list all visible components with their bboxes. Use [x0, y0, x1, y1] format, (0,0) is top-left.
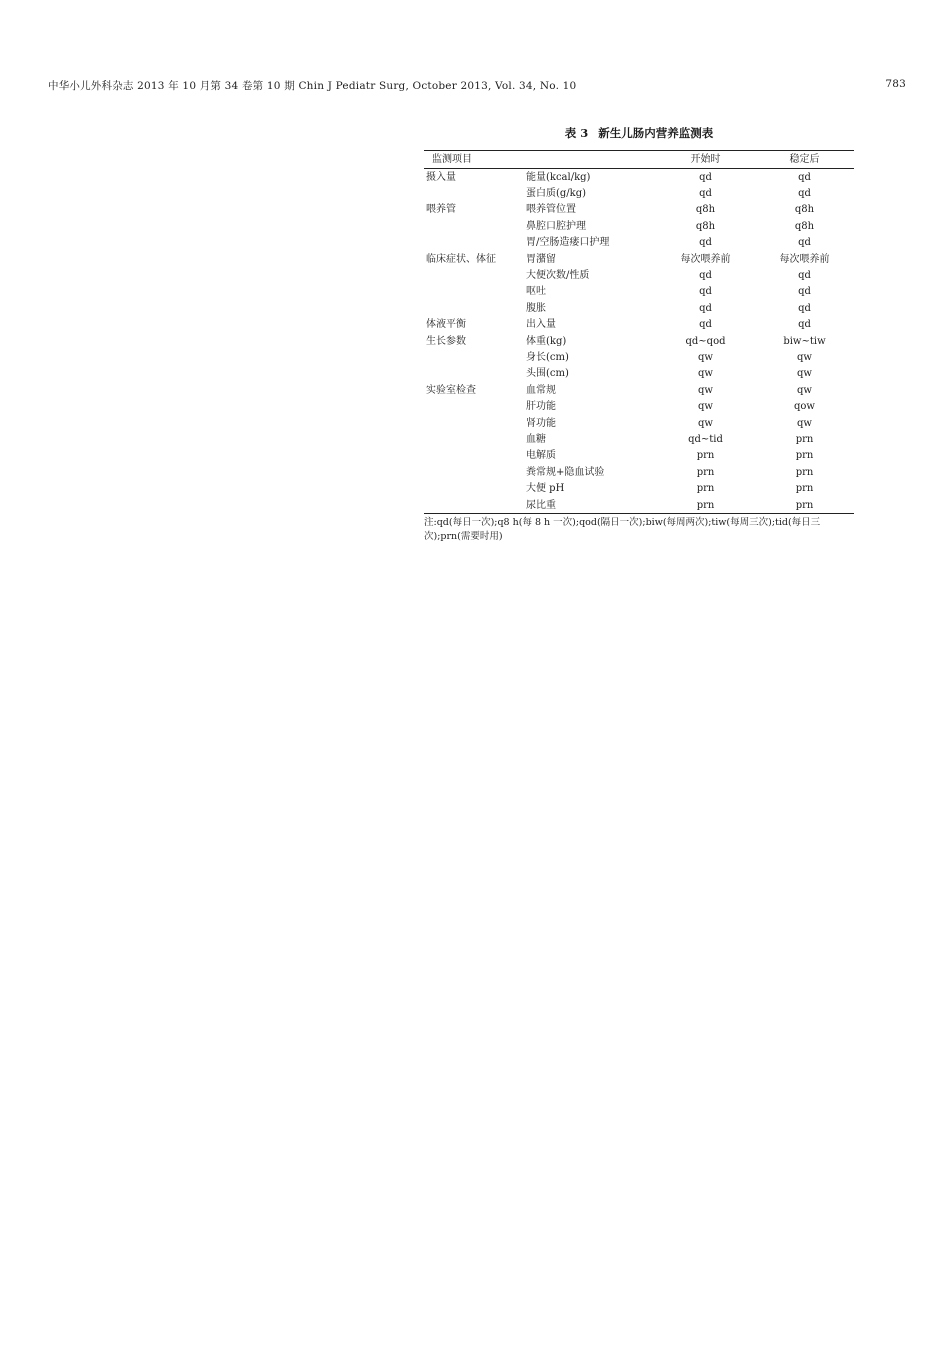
table-cell: 鼻腔口腔护理: [526, 220, 586, 232]
table-cell: qd: [798, 188, 811, 200]
table-cell: [424, 186, 524, 202]
table-cell: 生长参数: [426, 335, 466, 347]
table-cell: qw: [797, 384, 812, 396]
table-row: [424, 497, 854, 514]
right-column: [424, 118, 854, 552]
table-cell: 每次喂养前: [779, 253, 830, 265]
table-cell: [424, 415, 524, 431]
table-cell: qd: [798, 270, 811, 282]
table-cell: 身长(cm): [526, 352, 569, 363]
table-cell: qw: [698, 352, 713, 363]
table-cell: 体重(kg): [526, 335, 567, 347]
table-row: [424, 251, 854, 267]
table-cell: qd: [798, 237, 811, 249]
table-cell: prn: [696, 466, 715, 478]
table-cell: qw: [797, 417, 812, 429]
page-number: 783: [885, 78, 906, 90]
table-cell: 胃/空肠造瘘口护理: [526, 237, 610, 249]
table-row: [424, 333, 854, 349]
table-cell: qd: [699, 188, 712, 200]
table-cell: 能量(kcal/kg): [526, 171, 591, 183]
table-3-col-start: 开始时: [656, 150, 755, 169]
table-cell: prn: [795, 499, 814, 511]
table-3-col-item: 监测项目: [424, 150, 656, 169]
table-cell: qd: [699, 286, 712, 298]
table-cell: qw: [698, 417, 713, 429]
table-row: [424, 448, 854, 464]
table-cell: 体液平衡: [426, 319, 466, 331]
table-cell: qd: [699, 171, 712, 183]
table-cell: biw~tiw: [783, 335, 826, 347]
table-row: [424, 317, 854, 333]
table-cell: [424, 350, 524, 366]
table-3-title: 表 3 新生儿肠内营养监测表: [564, 126, 714, 140]
table-cell: prn: [795, 450, 814, 462]
table-cell: 头围(cm): [526, 368, 569, 380]
table-cell: qw: [698, 401, 713, 413]
table-cell: 大便 pH: [526, 483, 565, 495]
table-cell: [424, 218, 524, 234]
table-cell: 实验室检查: [426, 384, 476, 396]
table-row: [424, 186, 854, 202]
table-row: [424, 218, 854, 234]
table-cell: [424, 268, 524, 284]
table-cell: qd: [699, 319, 712, 331]
table-cell: q8h: [794, 220, 815, 232]
table-cell: qd: [798, 171, 811, 183]
table-cell: 每次喂养前: [680, 253, 731, 265]
table-cell: qw: [698, 368, 713, 380]
table-cell: [424, 284, 524, 300]
table-cell: 摄入量: [426, 171, 456, 183]
table-cell: qd~qod: [685, 335, 726, 347]
table-row: [424, 432, 854, 448]
table-cell: prn: [696, 499, 715, 511]
table-cell: qd: [798, 286, 811, 298]
table-row: [424, 464, 854, 480]
table-3-col-stable: 稳定后: [755, 150, 854, 169]
table-cell: qw: [797, 368, 812, 380]
left-column: [52, 118, 482, 132]
table-cell: [424, 432, 524, 448]
table-cell: qd: [798, 302, 811, 314]
table-cell: 腹胀: [526, 302, 546, 314]
table-row: [424, 399, 854, 415]
table-cell: qw: [797, 352, 812, 363]
table-cell: 尿比重: [526, 499, 556, 511]
table-cell: 血糖: [526, 433, 546, 445]
table-3-grid: [424, 150, 854, 515]
table-row: [424, 350, 854, 366]
table-cell: qow: [794, 401, 815, 413]
table-cell: 喂养管位置: [526, 204, 576, 216]
table-cell: 呕吐: [526, 286, 546, 298]
table-cell: [424, 366, 524, 382]
table-cell: 临床症状、体征: [426, 253, 496, 265]
table-row: [424, 202, 854, 218]
table-cell: prn: [795, 466, 814, 478]
table-cell: 肾功能: [526, 417, 556, 429]
table-row: [424, 415, 854, 431]
table-cell: 胃潴留: [526, 253, 556, 265]
table-row: [424, 300, 854, 316]
table-row: [424, 284, 854, 300]
journal-line: 中华小儿外科杂志 2013 年 10 月第 34 卷第 10 期 Chin J Pediatr Surg, October 2013, Vol. 34, No. 10: [48, 80, 577, 92]
table-cell: [424, 464, 524, 480]
table-row: [424, 268, 854, 284]
table-cell: prn: [795, 433, 814, 445]
table-3-number: 表 3: [564, 126, 589, 140]
table-3-body: [424, 169, 854, 514]
table-cell: [424, 481, 524, 497]
table-cell: 喂养管: [426, 204, 456, 216]
table-3-header-row: [424, 150, 854, 169]
running-header: [48, 78, 906, 93]
table-cell: 粪常规+隐血试验: [526, 466, 605, 478]
table-cell: [424, 497, 524, 514]
table-cell: 出入量: [526, 319, 556, 331]
table-cell: q8h: [695, 220, 716, 232]
table-cell: qd: [798, 319, 811, 331]
table-3: [424, 124, 854, 544]
table-cell: prn: [696, 450, 715, 462]
table-cell: qd: [699, 302, 712, 314]
table-row: [424, 366, 854, 382]
table-cell: qd: [699, 270, 712, 282]
table-cell: [424, 399, 524, 415]
table-cell: 大便次数/性质: [526, 270, 590, 282]
table-row: [424, 235, 854, 251]
table-row: [424, 382, 854, 398]
table-3-note: 注:qd(每日一次);q8 h(每 8 h 一次);qod(隔日一次);biw(每周两次);tiw(每周三次);tid(每日三次);prn(需要时用): [424, 517, 821, 543]
table-cell: qw: [698, 384, 713, 396]
table-cell: qd: [699, 237, 712, 249]
table-row: [424, 481, 854, 497]
table-cell: [424, 448, 524, 464]
table-cell: 血常规: [526, 384, 556, 396]
table-cell: q8h: [695, 204, 716, 216]
table-cell: 蛋白质(g/kg): [526, 188, 587, 200]
table-cell: [424, 300, 524, 316]
table-cell: prn: [795, 483, 814, 495]
table-cell: [424, 235, 524, 251]
table-cell: qd~tid: [688, 433, 723, 445]
table-row: [424, 169, 854, 186]
table-cell: prn: [696, 483, 715, 495]
table-cell: q8h: [794, 204, 815, 216]
table-cell: 肝功能: [526, 401, 556, 413]
table-cell: 电解质: [526, 450, 556, 462]
